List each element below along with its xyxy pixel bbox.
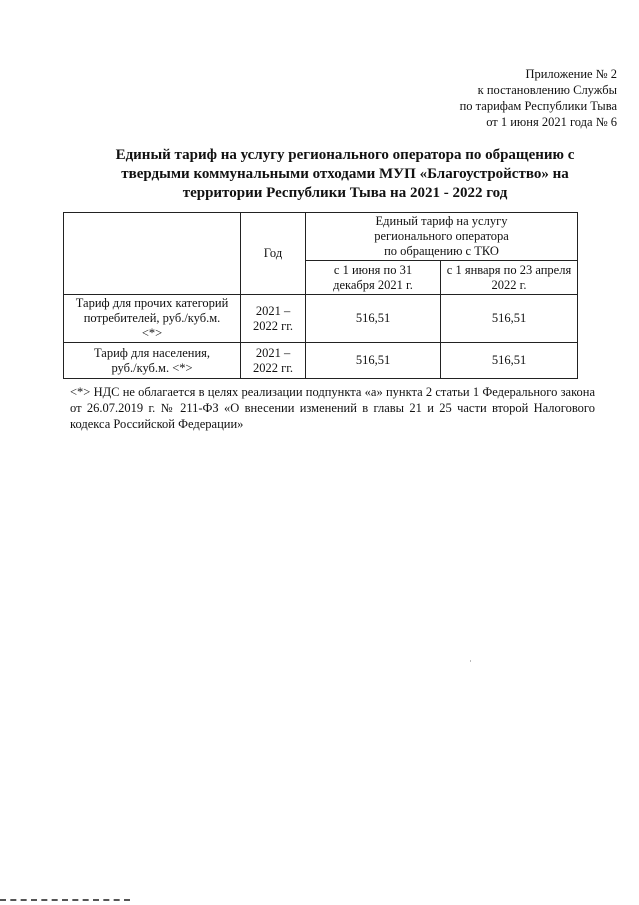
title-line: территории Республики Тыва на 2021 - 2022 год	[182, 185, 508, 201]
header-empty-cell	[64, 213, 241, 295]
row-label: Тариф для населения, руб./куб.м. <*>	[64, 343, 241, 379]
scan-speck	[470, 660, 471, 662]
title-line: твердыми коммунальными отходами МУП «Благоустройство» на	[121, 166, 569, 182]
footnote: <*> НДС не облагается в целях реализации подпункта «а» пункта 2 статьи 1 Федерального закона от 26.07.2019 г. № 211-ФЗ «О внесении изменений в главы 21 и 25 части второй Налогового кодекса Российской Федерации»	[70, 385, 595, 431]
row-year: 2021 – 2022 гг.	[241, 343, 306, 379]
appendix-line: по тарифам Республики Тыва	[459, 99, 617, 113]
table-row	[64, 295, 578, 343]
appendix-line: к постановлению Службы	[477, 83, 617, 97]
row-value-period-1: 516,51	[306, 343, 441, 379]
tariff-table	[63, 212, 578, 379]
row-value-period-2: 516,51	[441, 295, 578, 343]
row-year: 2021 – 2022 гг.	[241, 295, 306, 343]
row-value-period-1: 516,51	[306, 295, 441, 343]
row-label: Тариф для прочих категорий потребителей, руб./куб.м. <*>	[64, 295, 241, 343]
title-line: Единый тариф на услугу регионального оператора по обращению с	[115, 147, 575, 163]
row-value-period-2: 516,51	[441, 343, 578, 379]
scan-edge-mark	[0, 899, 130, 901]
header-period-1: с 1 июня по 31 декабря 2021 г.	[306, 261, 441, 295]
header-tariff-group: Единый тариф на услугу регионального оператора по обращению с ТКО	[306, 213, 578, 261]
header-period-2: с 1 января по 23 апреля 2022 г.	[441, 261, 578, 295]
table-row	[64, 343, 578, 379]
appendix-line: от 1 июня 2021 года № 6	[486, 115, 617, 129]
document-title	[100, 146, 590, 203]
appendix-block	[460, 66, 617, 130]
appendix-line: Приложение № 2	[525, 67, 617, 81]
header-year: Год	[241, 213, 306, 295]
